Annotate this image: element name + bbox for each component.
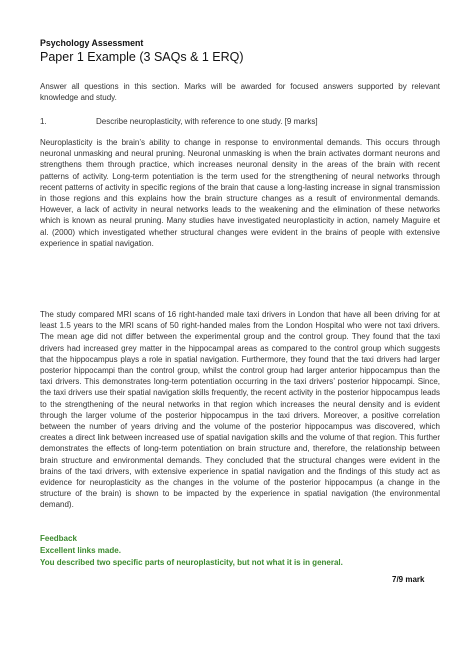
document-title: Paper 1 Example (3 SAQs & 1 ERQ) — [40, 50, 244, 64]
feedback-line-2: You described two specific parts of neuroplasticity, but not what it is in general. — [40, 558, 343, 567]
feedback-line-1: Excellent links made. — [40, 546, 121, 555]
answer-paragraph-2: The study compared MRI scans of 16 right-handed male taxi drivers in London that have all been driving for at least 1.5 years to the MRI scans of 50 right-handed males from the London Hospital who were not taxi drivers. The mean age did not differ between the experimental group and the control group. They found that the taxi drivers had increased grey matter in the hippocampal areas as compared to the control group which suggests that the hippocampus plays a role in spatial navigation. Furthermore, they found that the taxi drivers had larger posterior hippocampi than the control group, whilst the control group had larger anterior hippocampus than the taxi drivers. This demonstrates long-term potentiation occurring in the taxi drivers’ posterior hippocampi. Since, the taxi drivers use their spatial navigation skills frequently, the recent activity in the posterior hippocampus leads to the strengthening of the neural networks in that region which increases the neural density and is evident through the larger volume of the posterior hippocampus in the taxi drivers. Moreover, a positive correlation between the number of years driving and the volume of the posterior hippocampus was discovered, which creates a direct link between increased use of spatial navigation skills and the volume of that region. This further demonstrates the effects of long-term potentiation on brain structure and, therefore, the relationship between brain structure and environmental demands. They concluded that the structural changes were evident in the brains of the taxi drivers, with extensive experience in spatial navigation and the findings of this study act as evidence for neuroplasticity as the changes in the volume of the posterior hippocampus (a change in the structure of the brain) is shown to be impacted by the experience in spatial navigation (the environmental demand). — [40, 310, 440, 510]
mark-score: 7/9 mark — [392, 575, 425, 584]
document-kicker: Psychology Assessment — [40, 38, 144, 48]
question-text: Describe neuroplasticity, with reference to one study. [9 marks] — [96, 117, 318, 126]
instructions-text: Answer all questions in this section. Marks will be awarded for focused answers supported by relevant knowledge and study. — [40, 82, 440, 102]
question-number: 1. — [40, 117, 47, 126]
answer-paragraph-1: Neuroplasticity is the brain’s ability to change in response to environmental demands. This occurs through neuronal unmasking and neural pruning. Neuronal unmasking is when the brain activates dormant neurons and strengthens them through practice, which increases neuronal density in the areas of the brain with recent patterns of activity. Long-term potentiation is the term used for the strengthening of neural networks through recent patterns of activity in specific regions of the brain that cause a long-lasting increase in signal transmission in those regions and this explains how the brain structure changes as a result of environmental demands. However, a lack of activity in neural networks leads to the weakening and the elimination of these networks which is known as neural pruning. Many studies have investigated neuroplasticity in action, namely Maguire et al. (2000) which investigated whether structural changes were evident in the brains of people with extensive experience in spatial navigation. — [40, 138, 440, 248]
feedback-title: Feedback — [40, 534, 77, 543]
